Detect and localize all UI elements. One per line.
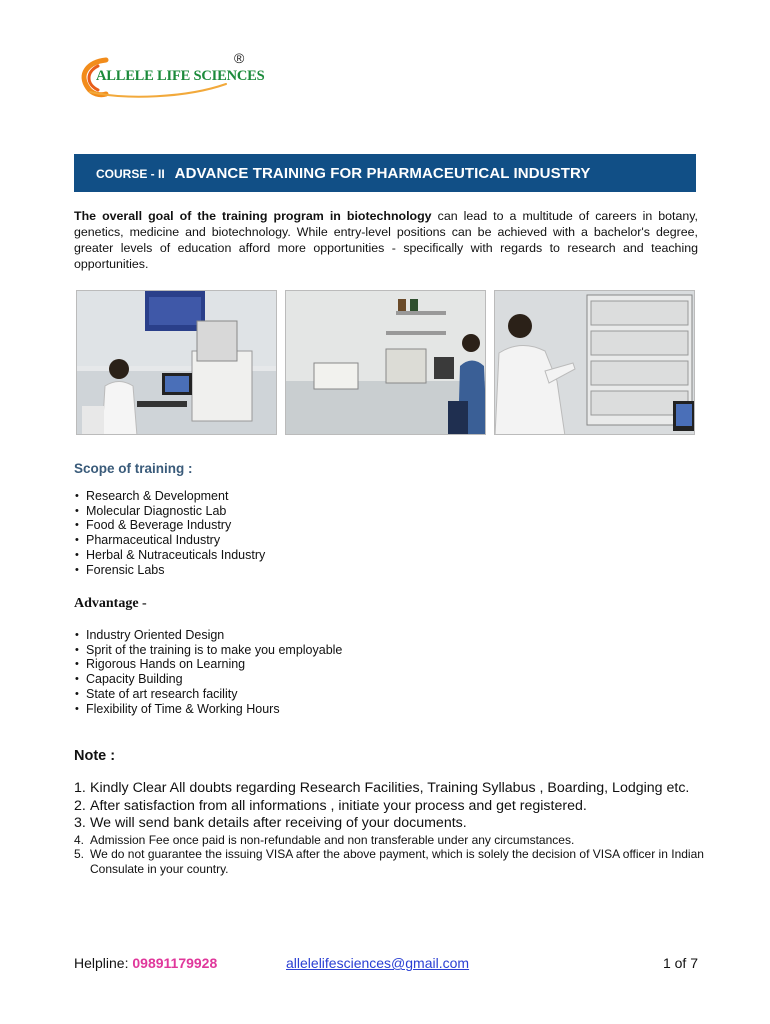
- helpline-label: Helpline:: [74, 955, 133, 971]
- lab-photo-instruments: [285, 290, 486, 435]
- company-logo: [76, 50, 265, 104]
- note-list: [74, 780, 704, 876]
- lab-photo-hplc: [494, 290, 695, 435]
- note-item: [74, 847, 704, 876]
- scope-list: [74, 489, 265, 577]
- note-number: 4.: [74, 832, 85, 847]
- note-text: We will send bank details after receiving of your documents.: [90, 815, 467, 831]
- list-item: • Rigorous Hands on Learning: [74, 657, 342, 672]
- page-number: 1 of 7: [662, 955, 698, 971]
- intro-bold-lead: The overall goal of the training program in biotechnology: [74, 209, 432, 223]
- list-item: • Industry Oriented Design: [74, 628, 342, 643]
- list-item: • Herbal & Nutraceuticals Industry: [74, 548, 265, 563]
- helpline: [74, 955, 217, 971]
- note-item: [74, 780, 704, 798]
- list-item: • Research & Development: [74, 489, 265, 504]
- course-number: COURSE - II: [96, 167, 165, 181]
- registered-mark: ®: [234, 50, 245, 66]
- note-number: 5.: [74, 847, 85, 861]
- list-item: • Molecular Diagnostic Lab: [74, 504, 265, 519]
- course-title: ADVANCE TRAINING FOR PHARMACEUTICAL INDUSTRY: [174, 164, 591, 182]
- note-heading: Note :: [74, 748, 116, 764]
- list-item: • Capacity Building: [74, 672, 342, 687]
- list-item: • Sprit of the training is to make you employable: [74, 643, 342, 658]
- note-text: After satisfaction from all informations , initiate your process and get registered.: [90, 797, 587, 814]
- note-text: Kindly Clear All doubts regarding Research Facilities, Training Syllabus , Boarding, Lodging etc.: [90, 780, 690, 796]
- intro-paragraph: [74, 208, 698, 272]
- note-item: [74, 815, 704, 833]
- list-item: • Flexibility of Time & Working Hours: [74, 702, 342, 717]
- list-item: • Pharmaceutical Industry: [74, 533, 265, 548]
- note-text: We do not guarantee the issuing VISA after the above payment, which is solely the decision of VISA officer in Indian Consulate in your country.: [90, 847, 704, 876]
- course-header-bar: [74, 154, 696, 192]
- note-number: 3.: [74, 815, 86, 831]
- note-item: [74, 833, 704, 848]
- advantage-heading: Advantage -: [74, 596, 147, 611]
- note-number: 1.: [74, 780, 86, 796]
- list-item: • Forensic Labs: [74, 563, 265, 578]
- list-item: • State of art research facility: [74, 687, 342, 702]
- helpline-phone[interactable]: 09891179928: [132, 955, 218, 971]
- note-number: 2.: [74, 797, 86, 814]
- page-footer: [74, 955, 698, 975]
- email-link[interactable]: allelelifesciences@gmail.com: [286, 955, 470, 971]
- scope-heading: Scope of training :: [74, 461, 193, 476]
- list-item: • Food & Beverage Industry: [74, 518, 265, 533]
- advantage-list: [74, 628, 342, 716]
- logo-brand-text: ALLELE LIFE SCIENCES: [96, 68, 265, 84]
- intro-body: can lead to a multitude of careers in botany, genetics, medicine and biotechnology. While entry-level positions can be achieved with a bachelor's degree, greater levels of education afford more opportunities - specifically with regards to research and teaching opportunities.: [74, 209, 699, 271]
- lab-photo-computer-station: [76, 290, 277, 435]
- note-item: [74, 798, 704, 816]
- note-text: Admission Fee once paid is non-refundable and non transferable under any circumstances.: [90, 832, 575, 847]
